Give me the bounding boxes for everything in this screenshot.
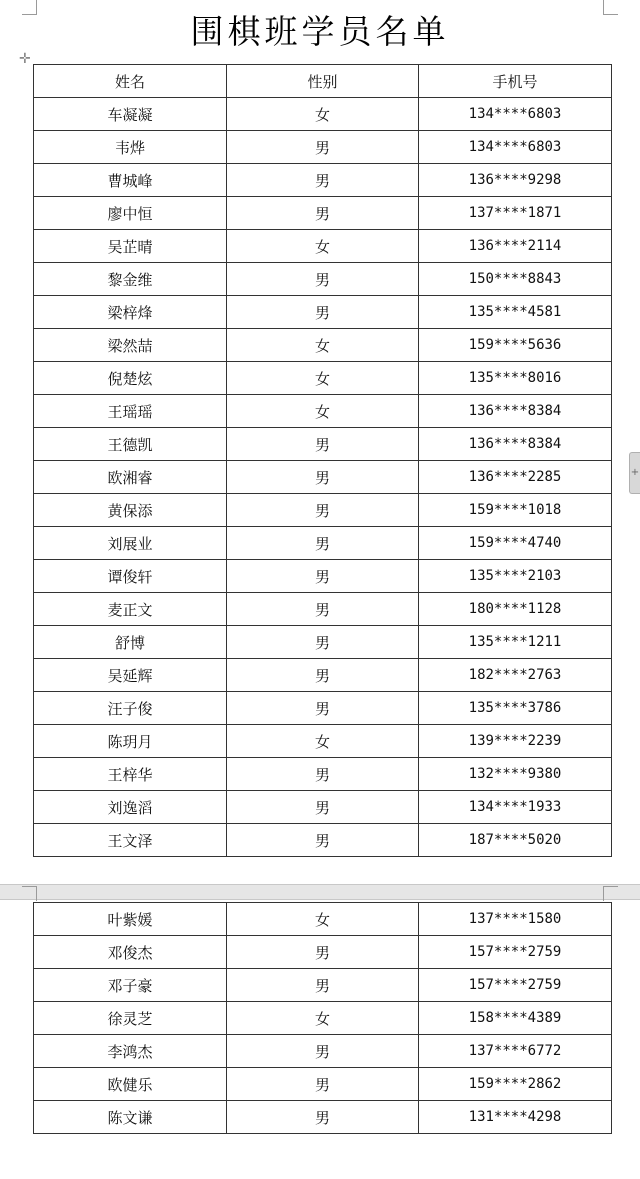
table-row [34, 692, 612, 725]
cell-gender: 男 [227, 527, 419, 560]
table-row [34, 131, 612, 164]
table-row [34, 824, 612, 857]
cell-phone: 159****4740 [419, 527, 612, 560]
cell-name: 王瑶瑶 [34, 395, 227, 428]
document-title: 围棋班学员名单 [190, 12, 450, 51]
cell-gender: 男 [227, 626, 419, 659]
cell-name: 陈文谦 [34, 1101, 227, 1134]
roster-table-page-1 [33, 64, 612, 857]
plus-icon[interactable]: + [629, 452, 640, 494]
cell-name: 邓俊杰 [34, 936, 227, 969]
cell-name: 王梓华 [34, 758, 227, 791]
table-row [34, 593, 612, 626]
cell-gender: 女 [227, 903, 419, 936]
cell-gender: 男 [227, 1101, 419, 1134]
cell-name: 梁然喆 [34, 329, 227, 362]
table-row [34, 725, 612, 758]
cell-gender: 男 [227, 824, 419, 857]
cell-phone: 131****4298 [419, 1101, 612, 1134]
table-row [34, 296, 612, 329]
cell-phone: 137****1580 [419, 903, 612, 936]
cell-name: 舒博 [34, 626, 227, 659]
table-row [34, 626, 612, 659]
table-row [34, 659, 612, 692]
cell-phone: 158****4389 [419, 1002, 612, 1035]
crop-mark-page2-right [603, 886, 618, 901]
cell-name: 李鸿杰 [34, 1035, 227, 1068]
move-cross-icon[interactable]: ✛ [19, 51, 31, 67]
table-row [34, 758, 612, 791]
cell-phone: 136****8384 [419, 428, 612, 461]
cell-gender: 男 [227, 164, 419, 197]
header-gender: 性别 [227, 65, 419, 98]
table-row [34, 903, 612, 936]
cell-name: 邓子豪 [34, 969, 227, 1002]
cell-gender: 男 [227, 263, 419, 296]
table-row [34, 560, 612, 593]
cell-gender: 女 [227, 1002, 419, 1035]
table-row [34, 1068, 612, 1101]
roster-table-page-2 [33, 902, 612, 1134]
cell-gender: 女 [227, 230, 419, 263]
cell-gender: 男 [227, 1035, 419, 1068]
table-row [34, 395, 612, 428]
cell-phone: 135****1211 [419, 626, 612, 659]
cell-name: 欧健乐 [34, 1068, 227, 1101]
table-row [34, 197, 612, 230]
cell-phone: 159****2862 [419, 1068, 612, 1101]
cell-gender: 男 [227, 560, 419, 593]
cell-gender: 男 [227, 131, 419, 164]
cell-gender: 男 [227, 197, 419, 230]
cell-name: 黎金维 [34, 263, 227, 296]
cell-name: 汪子俊 [34, 692, 227, 725]
table-row [34, 969, 612, 1002]
cell-name: 叶紫媛 [34, 903, 227, 936]
cell-phone: 182****2763 [419, 659, 612, 692]
cell-phone: 150****8843 [419, 263, 612, 296]
table-row [34, 263, 612, 296]
header-phone: 手机号 [419, 65, 612, 98]
cell-gender: 男 [227, 428, 419, 461]
cell-gender: 男 [227, 296, 419, 329]
cell-phone: 135****4581 [419, 296, 612, 329]
cell-gender: 男 [227, 692, 419, 725]
cell-gender: 男 [227, 494, 419, 527]
cell-phone: 136****9298 [419, 164, 612, 197]
table-row [34, 494, 612, 527]
cell-name: 麦正文 [34, 593, 227, 626]
cell-gender: 女 [227, 395, 419, 428]
table-row [34, 329, 612, 362]
cell-name: 吴延辉 [34, 659, 227, 692]
cell-phone: 136****8384 [419, 395, 612, 428]
table-row [34, 936, 612, 969]
cell-gender: 男 [227, 791, 419, 824]
cell-gender: 男 [227, 1068, 419, 1101]
table-row [34, 1002, 612, 1035]
table-row [34, 1035, 612, 1068]
table-header-row [34, 65, 612, 98]
cell-phone: 136****2114 [419, 230, 612, 263]
crop-mark-page2-left [22, 886, 37, 901]
table-row [34, 791, 612, 824]
cell-gender: 女 [227, 329, 419, 362]
cell-name: 吴芷晴 [34, 230, 227, 263]
cell-name: 车凝凝 [34, 98, 227, 131]
table-row [34, 428, 612, 461]
cell-name: 王德凯 [34, 428, 227, 461]
cell-phone: 134****6803 [419, 98, 612, 131]
cell-name: 欧湘睿 [34, 461, 227, 494]
header-name: 姓名 [34, 65, 227, 98]
cell-phone: 135****3786 [419, 692, 612, 725]
cell-name: 徐灵芝 [34, 1002, 227, 1035]
cell-phone: 187****5020 [419, 824, 612, 857]
cell-phone: 134****1933 [419, 791, 612, 824]
cell-name: 梁梓烽 [34, 296, 227, 329]
table-row [34, 362, 612, 395]
cell-gender: 男 [227, 593, 419, 626]
table-row [34, 1101, 612, 1134]
cell-name: 谭俊轩 [34, 560, 227, 593]
table-row [34, 461, 612, 494]
cell-name: 倪楚炫 [34, 362, 227, 395]
cell-gender: 女 [227, 362, 419, 395]
cell-gender: 男 [227, 659, 419, 692]
cell-phone: 159****1018 [419, 494, 612, 527]
table-row [34, 527, 612, 560]
cell-gender: 男 [227, 461, 419, 494]
cell-phone: 135****2103 [419, 560, 612, 593]
cell-name: 廖中恒 [34, 197, 227, 230]
cell-phone: 136****2285 [419, 461, 612, 494]
cell-gender: 男 [227, 969, 419, 1002]
cell-gender: 女 [227, 725, 419, 758]
cell-phone: 157****2759 [419, 969, 612, 1002]
table-row [34, 230, 612, 263]
cell-gender: 女 [227, 98, 419, 131]
cell-name: 曹城峰 [34, 164, 227, 197]
cell-name: 黄保添 [34, 494, 227, 527]
cell-gender: 男 [227, 936, 419, 969]
table-row [34, 164, 612, 197]
cell-name: 王文泽 [34, 824, 227, 857]
cell-phone: 180****1128 [419, 593, 612, 626]
cell-phone: 157****2759 [419, 936, 612, 969]
page-break-gap [0, 884, 640, 900]
cell-phone: 159****5636 [419, 329, 612, 362]
cell-phone: 139****2239 [419, 725, 612, 758]
table-row [34, 98, 612, 131]
cell-gender: 男 [227, 758, 419, 791]
cell-phone: 137****6772 [419, 1035, 612, 1068]
cell-name: 刘逸滔 [34, 791, 227, 824]
cell-phone: 134****6803 [419, 131, 612, 164]
cell-phone: 135****8016 [419, 362, 612, 395]
cell-name: 韦烨 [34, 131, 227, 164]
cell-name: 刘展业 [34, 527, 227, 560]
cell-phone: 132****9380 [419, 758, 612, 791]
cell-phone: 137****1871 [419, 197, 612, 230]
cell-name: 陈玥月 [34, 725, 227, 758]
